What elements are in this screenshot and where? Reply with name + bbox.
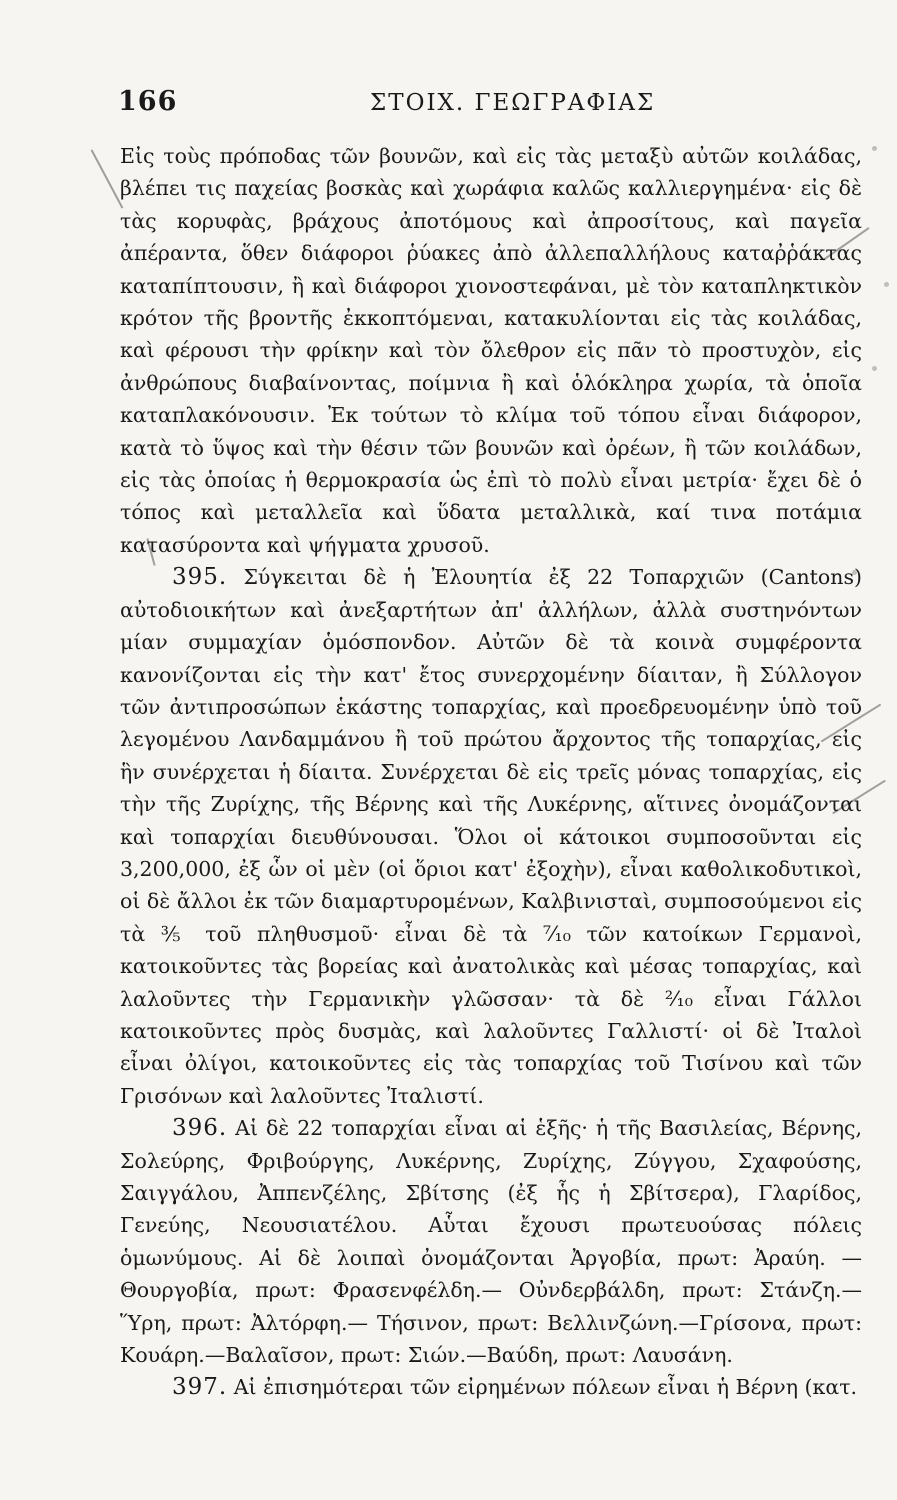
paragraph-text: Εἰς τοὺς πρόποδας τῶν βουνῶν, καὶ εἰς τὰς μεταξὺ αὐτῶν κοιλάδας, βλέπει τις παχείας βοσκὰς καὶ χωράφια καλῶς καλλιεργημένα· εἰς δὲ τὰς κορυφὰς, βράχους ἀποτόμους καὶ ἀπροσίτους, καὶ παγεῖα ἀπέραντα, ὅθεν διάφοροι ῥύακες ἀπὸ ἀλλεπαλλήλους καταῤῥάκτας καταπίπτουσιν, ἢ καὶ διάφοροι χιονοστεφάναι, μὲ τὸν καταπληκτικὸν κρότον τῆς βροντῆς ἐκκοπτόμεναι, κατακυλίονται εἰς τὰς κοιλάδας, καὶ φέρουσι τὴν φρίκην καὶ τὸν ὄλεθρον εἰς πᾶν τὸ προστυχὸν, εἰς ἀνθρώπους διαβαίνοντας, ποίμνια ἢ καὶ ὁλόκληρα χωρία, τὰ ὁποῖα καταπλακόνουσιν. Ἐκ τούτων τὸ κλίμα τοῦ τόπου εἶναι διάφορον, κατὰ τὸ ὕψος καὶ τὴν θέσιν τῶν βουνῶν καὶ ὀρέων, ἢ τῶν κοιλάδων, εἰς τὰς ὁποίας ἡ θερμοκρασία ὡς ἐπὶ τὸ πολὺ εἶναι μετρία· ἔχει δὲ ὁ τόπος καὶ μεταλλεῖα καὶ ὕδατα μεταλλικὰ, καί τινα ποτάμια κατασύροντα καὶ ψήγματα χρυσοῦ. [120, 144, 862, 557]
body-text [120, 140, 862, 1404]
paragraph [120, 1112, 862, 1371]
paragraph-text: Σύγκειται δὲ ἡ Ἐλουητία ἐξ 22 Τοπαρχιῶν (Cantons) αὐτοδιοικήτων καὶ ἀνεξαρτήτων ἀπ' ἀλλήλων, ἀλλὰ συστηνόντων μίαν συμμαχίαν ὁμόσπονδον. Αὐτῶν δὲ τὰ κοινὰ συμφέροντα κανονίζονται εἰς τὴν κατ' ἔτος συνερχομένην δίαιταν, ἢ Σύλλογον τῶν ἀντιπροσώπων ἑκάστης τοπαρχίας, καὶ προεδρευομένην ὑπὸ τοῦ λεγομένου Λανδαμμάνου ἢ τοῦ πρώτου ἄρχοντος τῆς τοπαρχίας, εἰς ἣν συνέρχεται ἡ δίαιτα. Συνέρχεται δὲ εἰς τρεῖς μόνας τοπαρχίας, εἰς τὴν τῆς Ζυρίχης, τῆς Βέρνης καὶ τῆς Λυκέρνης, αἵτινες ὀνομάζονται καὶ τοπαρχίαι διευθύνουσαι. Ὅλοι οἱ κάτοικοι συμποσοῦνται εἰς 3,200,000, ἐξ ὧν οἱ μὲν (οἱ ὅριοι κατ' ἐξοχὴν), εἶναι καθολικοδυτικοὶ, οἱ δὲ ἄλλοι ἐκ τῶν διαμαρτυρομένων, Καλβινισταὶ, συμποσούμενοι εἰς τὰ ⅗ τοῦ πληθυσμοῦ· εἶναι δὲ τὰ ⁷⁄₁₀ τῶν κατοίκων Γερμανοὶ, κατοικοῦντες τὰς βορείας καὶ ἀνατολικὰς καὶ μέσας τοπαρχίας, καὶ λαλοῦντες τὴν Γερμανικὴν γλῶσσαν· τὰ δὲ ²⁄₁₀ εἶναι Γάλλοι κατοικοῦντες πρὸς δυσμὰς, καὶ λαλοῦντες Γαλλιστί· οἱ δὲ Ἰταλοὶ εἶναι ὀλίγοι, κατοικοῦντες εἰς τὰς τοπαρχίας τοῦ Τισίνου καὶ τῶν Γρισόνων καὶ λαλοῦντες Ἰταλιστί. [120, 565, 862, 1108]
paragraph [120, 140, 862, 561]
section-number: 395. [172, 564, 228, 591]
page-number: 166 [118, 86, 178, 117]
paragraph-text: Αἱ δὲ 22 τοπαρχίαι εἶναι αἱ ἑξῆς· ἡ τῆς Βασιλείας, Βέρνης, Σολεύρης, Φριβούργης, Λυκέρνης, Ζυρίχης, Ζύγγου, Σχαφούσης, Σαιγγάλου, Ἀππενζέλης, Σβίτσης (ἐξ ἧς ἡ Σβίτσερα), Γλαρίδος, Γενεύης, Νεουσιατέλου. Αὗται ἔχουσι πρωτευούσας πόλεις ὁμωνύμους. Αἱ δὲ λοιπαὶ ὀνομάζονται Ἀργοβία, πρωτ: Ἀραύη. — Θουργοβία, πρωτ: Φρασενφέλδη.— Οὐνδερβάλδη, πρωτ: Στάνζη.—Ὕρη, πρωτ: Ἀλτόρφη.— Τήσινον, πρωτ: Βελλινζώνη.—Γρίσονα, πρωτ: Κουάρη.—Βαλαῖσον, πρωτ: Σιών.—Βαύδη, πρωτ: Λαυσάνη. [120, 1116, 862, 1368]
scan-speck [872, 366, 877, 371]
paragraph [120, 561, 862, 1112]
running-title: ΣΤΟΙΧ. ΓΕΩΓΡΑΦΙΑΣ [370, 90, 656, 116]
scan-speck [872, 146, 877, 151]
paragraph [120, 1371, 862, 1403]
scan-speck [884, 282, 889, 287]
section-number: 396. [172, 1115, 228, 1142]
section-number: 397. [172, 1374, 228, 1401]
page-header [118, 86, 857, 126]
pencil-margin-mark [91, 149, 124, 208]
paragraph-text: Αἱ ἐπισημότεραι τῶν εἰρημένων πόλεων εἶναι ἡ Βέρνη (κατ. [233, 1375, 858, 1400]
